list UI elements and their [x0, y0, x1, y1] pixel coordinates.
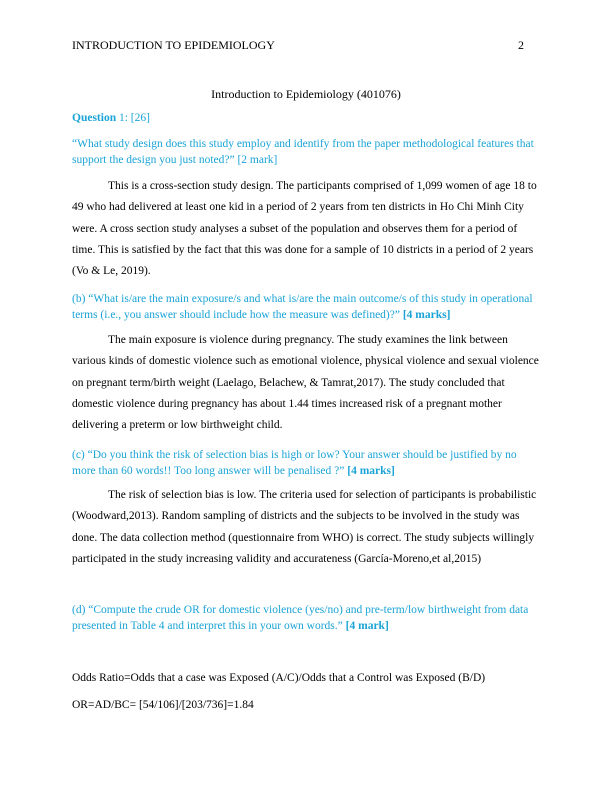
question-c-marks: [4 marks] — [347, 465, 395, 477]
question-b-text — [72, 291, 542, 323]
page-number: 2 — [518, 38, 524, 52]
answer-c-paragraph: The risk of selection bias is low. The criteria used for selection of participants is probabilistic (Woodward,2013). Random sampling of districts and the subjects to be involved in the study was done. The data collection method (questionnaire from WHO) is correct. The study subjects willingly participated in the study increasing validity and accurateness (García-Moreno,et al,2015) — [72, 489, 537, 565]
page-header — [72, 37, 524, 53]
question-1-heading — [72, 110, 542, 126]
question-number: 1: [26] — [116, 112, 150, 124]
running-title: INTRODUCTION TO EPIDEMIOLOGY — [72, 38, 275, 52]
question-c-body: (c) “Do you think the risk of selection bias is high or low? Your answer should be justified by no more than 60 words!! Too long answer will be penalised ?” — [72, 449, 517, 477]
odds-ratio-calculation: OR=AD/BC= [54/106]/[203/736]=1.84 — [72, 699, 254, 711]
question-b-body: (b) “What is/are the main exposure/s and what is/are the main outcome/s of this study in operational terms (i.e., you answer should include how the measure was defined)?” — [72, 293, 533, 321]
odds-ratio-definition: Odds Ratio=Odds that a case was Exposed (A/C)/Odds that a Control was Exposed (B/D) — [72, 672, 486, 684]
question-d-text — [72, 602, 542, 634]
answer-a-paragraph: This is a cross-section study design. The participants comprised of 1,099 women of age 18 to 49 who had delivered at least one kid in a period of 2 years from ten districts in Ho Chi Minh City were. A cross section study analyses a subset of the population and observes them for a period of time. This is satisfied by the fact that this was done for a sample of 10 districts in a period of 2 years (Vo & Le, 2019). — [72, 180, 537, 278]
answer-b-paragraph: The main exposure is violence during pregnancy. The study examines the link between various kinds of domestic violence such as emotional violence, physical violence and sexual violence on pregnant term/birth weight (Laelago, Belachew, & Tamrat,2017). The study concluded that domestic violence during pregnancy has about 1.44 times increased risk of a pregnant mother delivering a preterm or low birthweight child. — [72, 334, 539, 432]
document-title: Introduction to Epidemiology (401076) — [211, 87, 401, 101]
question-a-text: “What study design does this study employ and identify from the paper methodological features that support the design you just noted?” [2 mark] — [72, 138, 534, 166]
question-label: Question — [72, 112, 117, 124]
question-d-marks: [4 mark] — [345, 620, 389, 632]
question-b-marks: [4 marks] — [402, 309, 451, 321]
question-d-body: (d) “Compute the crude OR for domestic violence (yes/no) and pre-term/low birthweight from data presented in Table 4 and interpret this in your own words.” — [72, 604, 529, 632]
question-c-text — [72, 447, 542, 479]
